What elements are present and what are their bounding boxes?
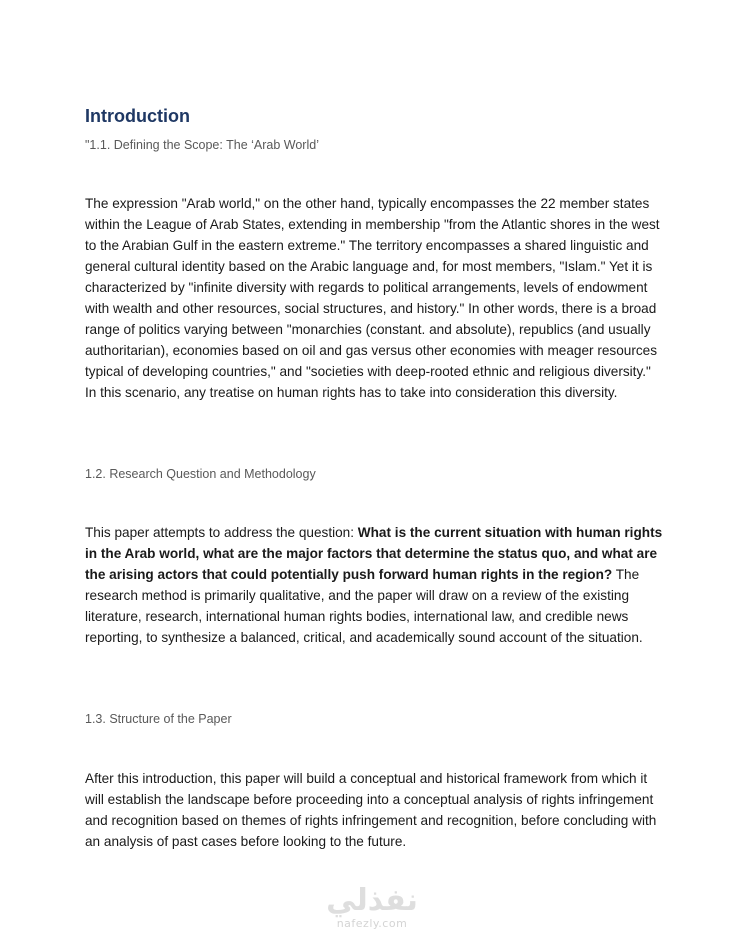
watermark <box>0 884 744 930</box>
paragraph-arab-world: The expression "Arab world," on the other hand, typically encompasses the 22 member states within the League of Arab States, extending in membership "from the Atlantic shores in the west to the Arabian Gulf in the eastern extreme." The territory encompasses a shared linguistic and general cultural identity based on the Arabic language and, for most members, "Islam." Yet it is characterized by "infinite diversity with regards to political arrangements, levels of endowment with wealth and other resources, social structures, and history." In other words, there is a broad range of politics varying between "monarchies (constant. and absolute), republics (and usually authoritarian), economies based on oil and gas versus other economies with meager resources typical of developing countries," and "societies with deep-rooted ethnic and religious diversity." In this scenario, any treatise on human rights has to take into consideration this diversity. <box>85 196 660 400</box>
research-question-text: What is the current situation with human rights in the Arab world, what are the major factors that determine the status quo, and what are the arising actors that could potentially push forward human rights in the region? <box>85 525 663 582</box>
research-intro-text: This paper attempts to address the question: <box>85 525 358 540</box>
document-title: Introduction <box>85 106 190 126</box>
section-heading-scope: "1.1. Defining the Scope: The ‘Arab World’ <box>85 138 319 152</box>
paragraph-structure: After this introduction, this paper will build a conceptual and historical framework from which it will establish the landscape before proceeding into a conceptual analysis of rights infringement and recognition based on themes of rights infringement and recognition, before concluding with an analysis of past cases before looking to the future. <box>85 771 657 849</box>
paragraph-research-question <box>85 522 665 648</box>
research-method-text: The research method is primarily qualitative, and the paper will draw on a review of the existing literature, research, international human rights bodies, international law, and credible news reporting, to synthesize a balanced, critical, and academically sound account of the situation. <box>85 567 643 645</box>
watermark-url: nafezly.com <box>336 917 408 930</box>
watermark-logo: نفذلي <box>326 883 418 918</box>
section-heading-structure: 1.3. Structure of the Paper <box>85 712 232 726</box>
section-heading-research: 1.2. Research Question and Methodology <box>85 467 316 481</box>
